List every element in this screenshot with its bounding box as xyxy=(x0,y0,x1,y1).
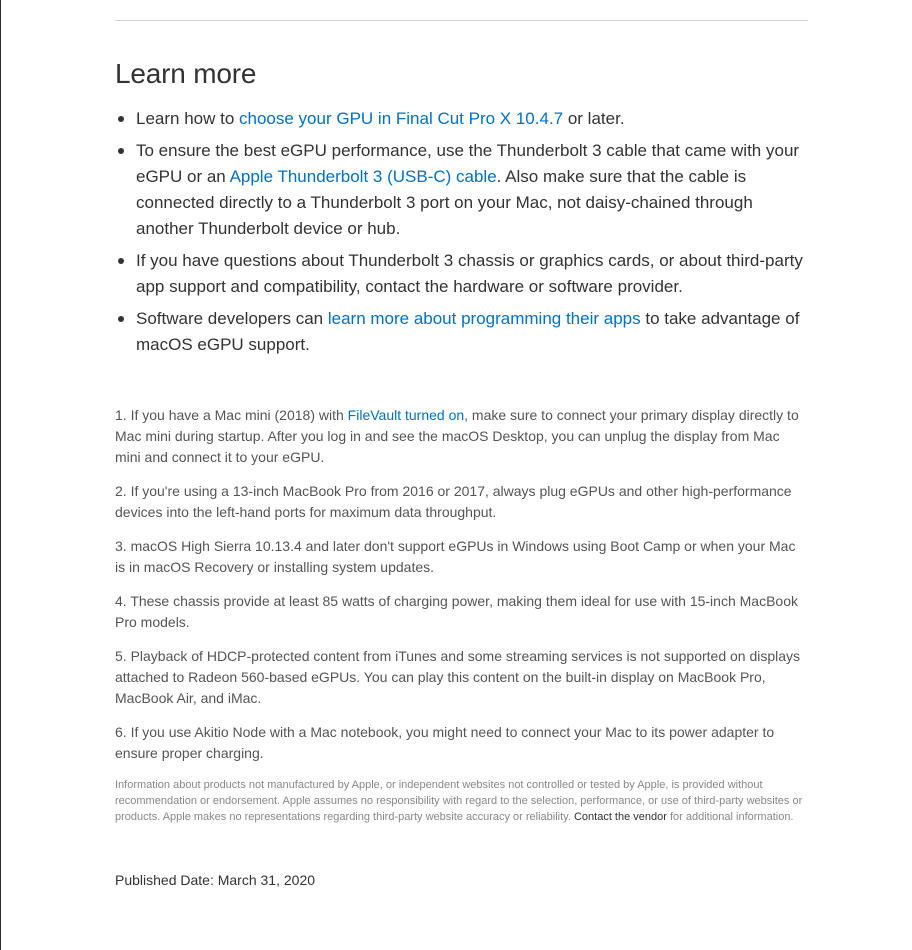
bullet-icon xyxy=(118,116,124,122)
filevault-link[interactable]: FileVault turned on xyxy=(347,407,465,423)
list-item-text: To ensure the best eGPU performance, use the Thunderbolt 3 cable that came with your eGPU or an xyxy=(136,141,800,186)
footnotes xyxy=(115,405,808,777)
section-divider xyxy=(115,20,808,21)
list-item xyxy=(115,106,808,132)
list-item-text: or later. xyxy=(563,109,625,128)
list-item-text: If you have questions about Thunderbolt 3 chassis or graphics cards, or about third-party app support and compatibility, contact the hardware or software provider. xyxy=(136,251,803,296)
contact-vendor-link[interactable]: Contact the vendor xyxy=(573,811,667,823)
thunderbolt-cable-link[interactable]: Apple Thunderbolt 3 (USB-C) cable xyxy=(229,167,497,186)
list-item-text: to take advantage of macOS eGPU support. xyxy=(136,309,800,354)
footnote: 6. If you use Akitio Node with a Mac notebook, you might need to connect your Mac to its power adapter to ensure proper charging. xyxy=(115,724,775,761)
footnote: 2. If you're using a 13-inch MacBook Pro from 2016 or 2017, always plug eGPUs and other high-performance devices into the left-hand ports for maximum data throughput. xyxy=(115,483,792,520)
footnote: 5. Playback of HDCP-protected content from iTunes and some streaming services is not supported on displays attached to Radeon 560-based eGPUs. You can play this content on the built-in display on MacBook Pro, MacBook Air, and iMac. xyxy=(115,648,801,706)
list-item xyxy=(115,306,808,358)
published-date: Published Date: March 31, 2020 xyxy=(115,872,316,888)
list-item-text: Learn how to xyxy=(136,109,240,128)
bullet-icon xyxy=(118,316,124,322)
page-left-border xyxy=(0,0,1,950)
disclaimer: Information about products not manufactured by Apple, or independent websites not controlled or tested by Apple, is provided without recommendation or endorsement. Apple assumes no responsibility with regard to the selection, performance, or use of third-party websites or products. Apple makes no representations regarding third-party website accuracy or reliability. Contact the vendor for additional information. xyxy=(115,779,803,823)
list-item xyxy=(115,138,808,242)
footnote: 3. macOS High Sierra 10.13.4 and later don't support eGPUs in Windows using Boot Camp or when your Mac is in macOS Recovery or installing system updates. xyxy=(115,538,796,575)
footnote: 4. These chassis provide at least 85 watts of charging power, making them ideal for use with 15-inch MacBook Pro models. xyxy=(115,593,798,630)
programming-apps-link[interactable]: learn more about programming their apps xyxy=(327,309,641,328)
footnote: 1. If you have a Mac mini (2018) with FileVault turned on, make sure to connect your primary display directly to Mac mini during startup. After you log in and see the macOS Desktop, you can unplug the display from Mac mini and connect it to your eGPU. xyxy=(115,407,799,465)
bullet-icon xyxy=(118,258,124,264)
learn-more-list xyxy=(115,106,808,364)
list-item-text: . Also make sure that the cable is connected directly to a Thunderbolt 3 port on your Mac, not daisy-chained through another Thunderbolt device or hub. xyxy=(136,167,753,238)
list-item-text: Software developers can xyxy=(136,309,328,328)
learn-more-heading: Learn more xyxy=(115,58,257,89)
list-item xyxy=(115,248,808,300)
choose-gpu-link[interactable]: choose your GPU in Final Cut Pro X 10.4.7 xyxy=(239,109,564,128)
bullet-icon xyxy=(118,148,124,154)
